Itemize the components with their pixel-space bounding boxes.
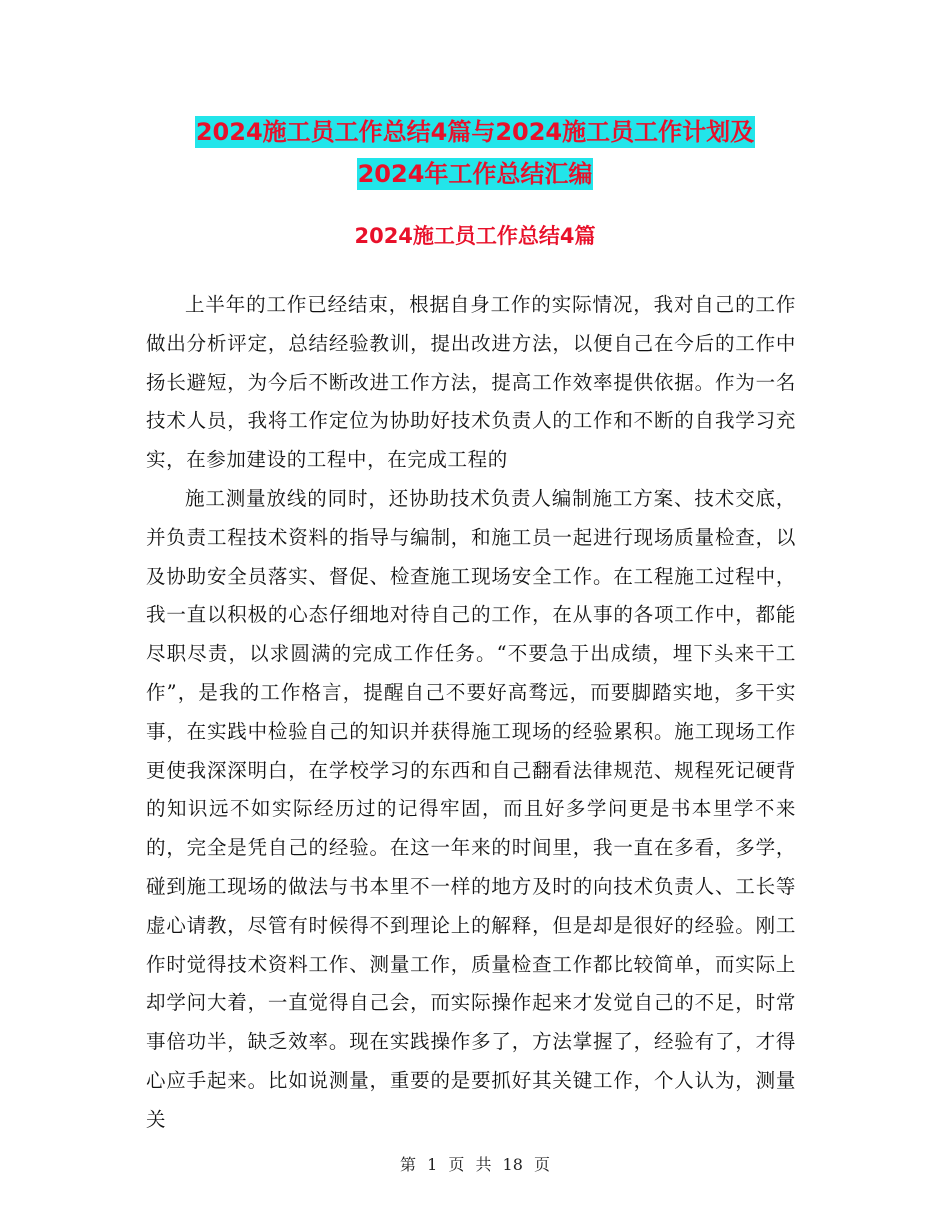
title-highlight: 2024年工作总结汇编 xyxy=(357,160,593,188)
main-title-line-2 xyxy=(150,150,800,198)
paragraph: 施工测量放线的同时，还协助技术负责人编制施工方案、技术交底，并负责工程技术资料的指导与编制，和施工员一起进行现场质量检查，以及协助安全员落实、督促、检查施工现场安全工作。在工程施工过程中，我一直以积极的心态仔细地对待自己的工作，在从事的各项工作中，都能尽职尽责，以求圆满的完成工作任务。“不要急于出成绩，埋下头来干工作”，是我的工作格言，提醒自己不要好高骛远，而要脚踏实地，多干实事，在实践中检验自己的知识并获得施工现场的经验累积。施工现场工作更使我深深明白，在学校学习的东西和自己翻看法律规范、规程死记硬背的知识远不如实际经历过的记得牢固，而且好多学问更是书本里学不来的，完全是凭自己的经验。在这一年来的时间里，我一直在多看，多学，碰到施工现场的做法与书本里不一样的地方及时的向技术负责人、工长等虚心请教，尽管有时候得不到理论上的解释，但是却是很好的经验。刚工作时觉得技术资料工作、测量工作，质量检查工作都比较简单，而实际上却学问大着，一直觉得自己会，而实际操作起来才发觉自己的不足，时常事倍功半，缺乏效率。现在实践操作多了，方法掌握了，经验有了，才得心应手起来。比如说测量，重要的是要抓好其关键工作，个人认为，测量关 xyxy=(146,486,796,1131)
page-number-footer: 第 1 页 共 18 页 xyxy=(400,1155,550,1174)
body-text xyxy=(146,286,796,1140)
section-title: 2024施工员工作总结4篇 xyxy=(354,224,596,248)
paragraph: 上半年的工作已经结束，根据自身工作的实际情况，我对自己的工作做出分析评定，总结经验教训，提出改进方法，以便自己在今后的工作中扬长避短，为今后不断改进工作方法，提高工作效率提供依据。作为一名技术人员，我将工作定位为协助好技术负责人的工作和不断的自我学习充实，在参加建设的工程中，在完成工程的 xyxy=(146,293,796,472)
title-highlight: 2024施工员工作总结4篇与2024施工员工作计划及 xyxy=(195,118,755,146)
main-title-line-1 xyxy=(150,108,800,156)
